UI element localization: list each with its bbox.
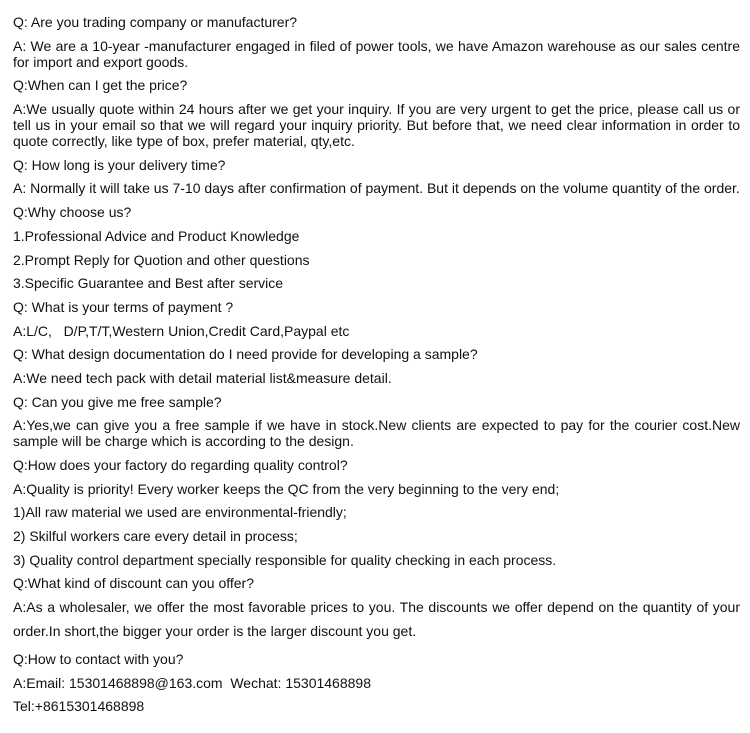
reason-guarantee-service: 3.Specific Guarantee and Best after service <box>13 275 284 292</box>
answer-free-sample: A:Yes,we can give you a free sample if we have in stock.New clients are expected to pay for the courier cost.New sample will be charge which is according to the design. <box>13 417 740 450</box>
reason-professional-advice: 1.Professional Advice and Product Knowledge <box>13 227 300 244</box>
question-free-sample: Q: Can you give me free sample? <box>13 393 222 410</box>
question-trading-or-manufacturer: Q: Are you trading company or manufacturer? <box>13 14 298 30</box>
question-quality-control: Q:How does your factory do regarding quality control? <box>13 457 348 473</box>
faq-document <box>13 14 740 722</box>
contact-telephone: Tel:+8615301468898 <box>13 698 145 715</box>
answer-quality-priority: A:Quality is priority! Every worker keeps the QC from the very beginning to the very end; <box>13 480 560 497</box>
question-payment-terms: Q: What is your terms of payment ? <box>13 298 234 315</box>
question-discount: Q:What kind of discount can you offer? <box>13 575 254 592</box>
contact-email-wechat: A:Email: 15301468898@163.com Wechat: 15301468898 <box>13 674 371 691</box>
answer-design-documentation: A:We need tech pack with detail material list&measure detail. <box>13 369 392 386</box>
answer-delivery-time: A: Normally it will take us 7-10 days after confirmation of payment. But it depends on the volume quantity of the order. <box>13 180 740 197</box>
question-price-time: Q:When can I get the price? <box>13 77 188 94</box>
question-contact: Q:How to contact with you? <box>13 650 184 667</box>
question-delivery-time: Q: How long is your delivery time? <box>13 156 226 173</box>
question-why-choose-us: Q:Why choose us? <box>13 204 132 221</box>
answer-price-time: A:We usually quote within 24 hours after we get your inquiry. If you are very urgent to get the price, please call us or tell us in your email so that we will regard your inquiry priority. But before that, we need clear information in order to quote correctly, like type of box, prefer material, qty,etc. <box>13 101 740 150</box>
reason-prompt-reply: 2.Prompt Reply for Quotion and other questions <box>13 251 310 268</box>
quality-raw-material: 1)All raw material we used are environmental-friendly; <box>13 504 347 521</box>
quality-control-department: 3) Quality control department specially responsible for quality checking in each process. <box>13 551 557 568</box>
answer-payment-terms: A:L/C, D/P,T/T,Western Union,Credit Card,Paypal etc <box>13 322 350 339</box>
answer-discount: A:As a wholesaler, we offer the most favorable prices to you. The discounts we offer depend on the quantity of your order.In short,the bigger your order is the larger discount you get. <box>13 599 740 639</box>
answer-manufacturer: A: We are a 10-year -manufacturer engaged in filed of power tools, we have Amazon warehouse as our sales centre for import and export goods. <box>13 37 740 70</box>
question-design-documentation: Q: What design documentation do I need provide for developing a sample? <box>13 346 478 363</box>
quality-skilful-workers: 2) Skilful workers care every detail in process; <box>13 528 298 545</box>
